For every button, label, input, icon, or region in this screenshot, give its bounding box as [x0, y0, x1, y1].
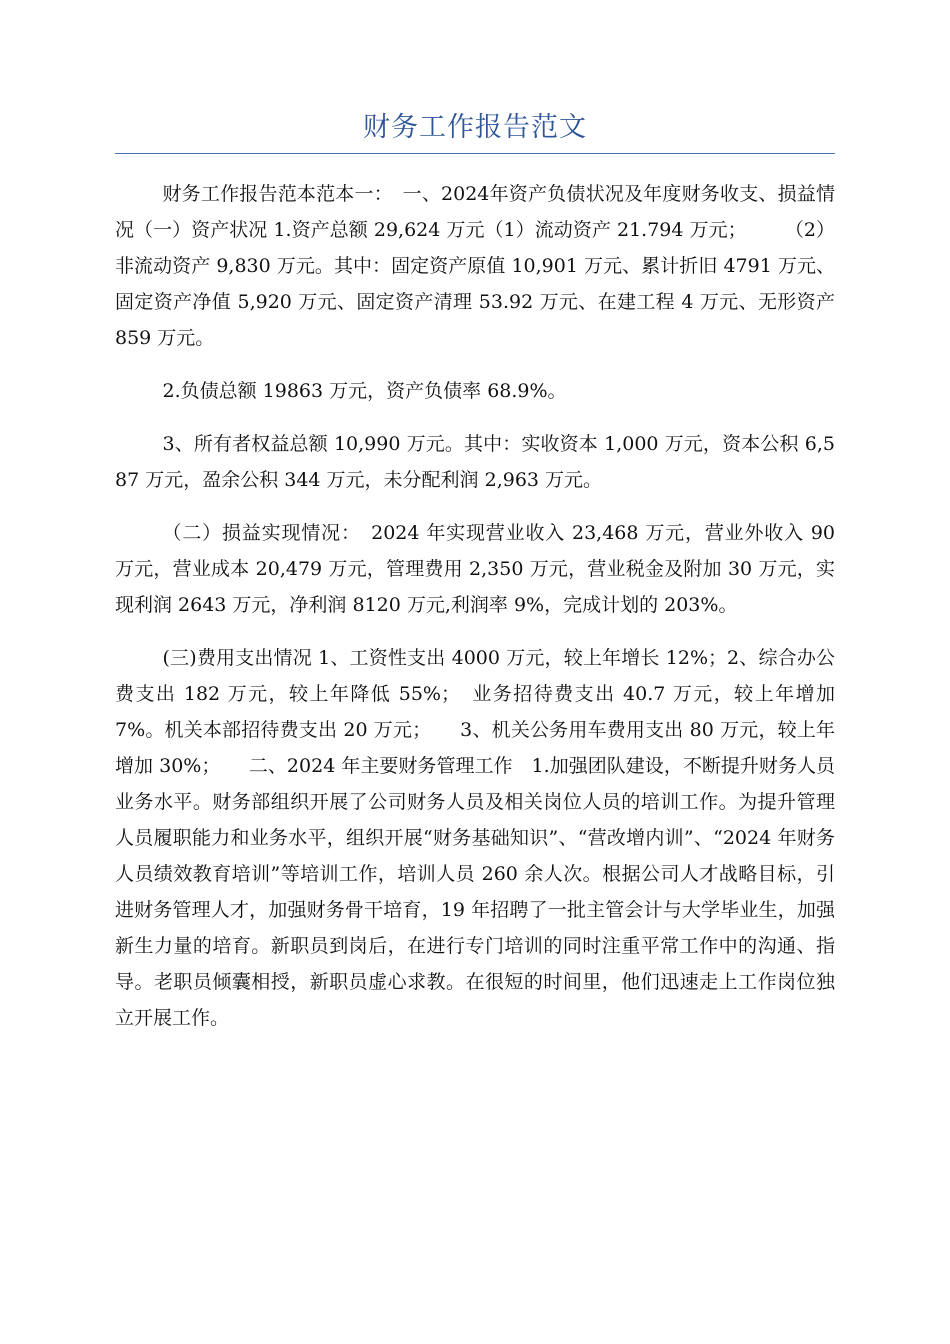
- document-title: 财务工作报告范文: [363, 112, 587, 143]
- paragraph-expenses-and-management: (三)费用支出情况 1、工资性支出 4000 万元，较上年增长 12%；2、综合办公费支出 182 万元，较上年降低 55%； 业务招待费支出 40.7 万元，较上年增加 7%。机关本部招待费支出 20 万元； 3、机关公务用车费用支出 80 万元，较上年增加 30%； 二、2024 年主要财务管理工作 1.加强团队建设，不断提升财务人员业务水平。财务部组织开展了公司财务人员及相关岗位人员的培训工作。为提升管理人员履职能力和业务水平，组织开展“财务基础知识”、“营改增内训”、“2024 年财务人员绩效教育培训”等培训工作，培训人员 260 余人次。根据公司人才战略目标，引进财务管理人才，加强财务骨干培育，19 年招聘了一批主管会计与大学毕业生，加强新生力量的培育。新职员到岗后，在进行专门培训的同时注重平常工作中的沟通、指导。老职员倾囊相授，新职员虚心求教。在很短的时间里，他们迅速走上工作岗位独立开展工作。: [115, 647, 835, 1029]
- paragraph-assets: 财务工作报告范本范本一： 一、2024年资产负债状况及年度财务收支、损益情况（一）资产状况 1.资产总额 29,624 万元（1）流动资产 21.794 万元； （2）非流动资产 9,830 万元。其中：固定资产原值 10,901 万元、累计折旧 4791 万元、固定资产净值 5,920 万元、固定资产清理 53.92 万元、在建工程 4 万元、无形资产 859 万元。: [115, 183, 835, 349]
- paragraph-liabilities: 2.负债总额 19863 万元，资产负债率 68.9%。: [162, 380, 567, 402]
- title-underline: [115, 153, 835, 154]
- paragraph-profit-loss: （二）损益实现情况： 2024 年实现营业收入 23,468 万元，营业外收入 90 万元，营业成本 20,479 万元，管理费用 2,350 万元，营业税金及附加 30 万元，实现利润 2643 万元，净利润 8120 万元,利润率 9%，完成计划的 203%。: [115, 522, 835, 616]
- paragraph-equity: 3、所有者权益总额 10,990 万元。其中：实收资本 1,000 万元，资本公积 6,587 万元，盈余公积 344 万元，未分配利润 2,963 万元。: [115, 433, 835, 491]
- document-body: [115, 176, 835, 1053]
